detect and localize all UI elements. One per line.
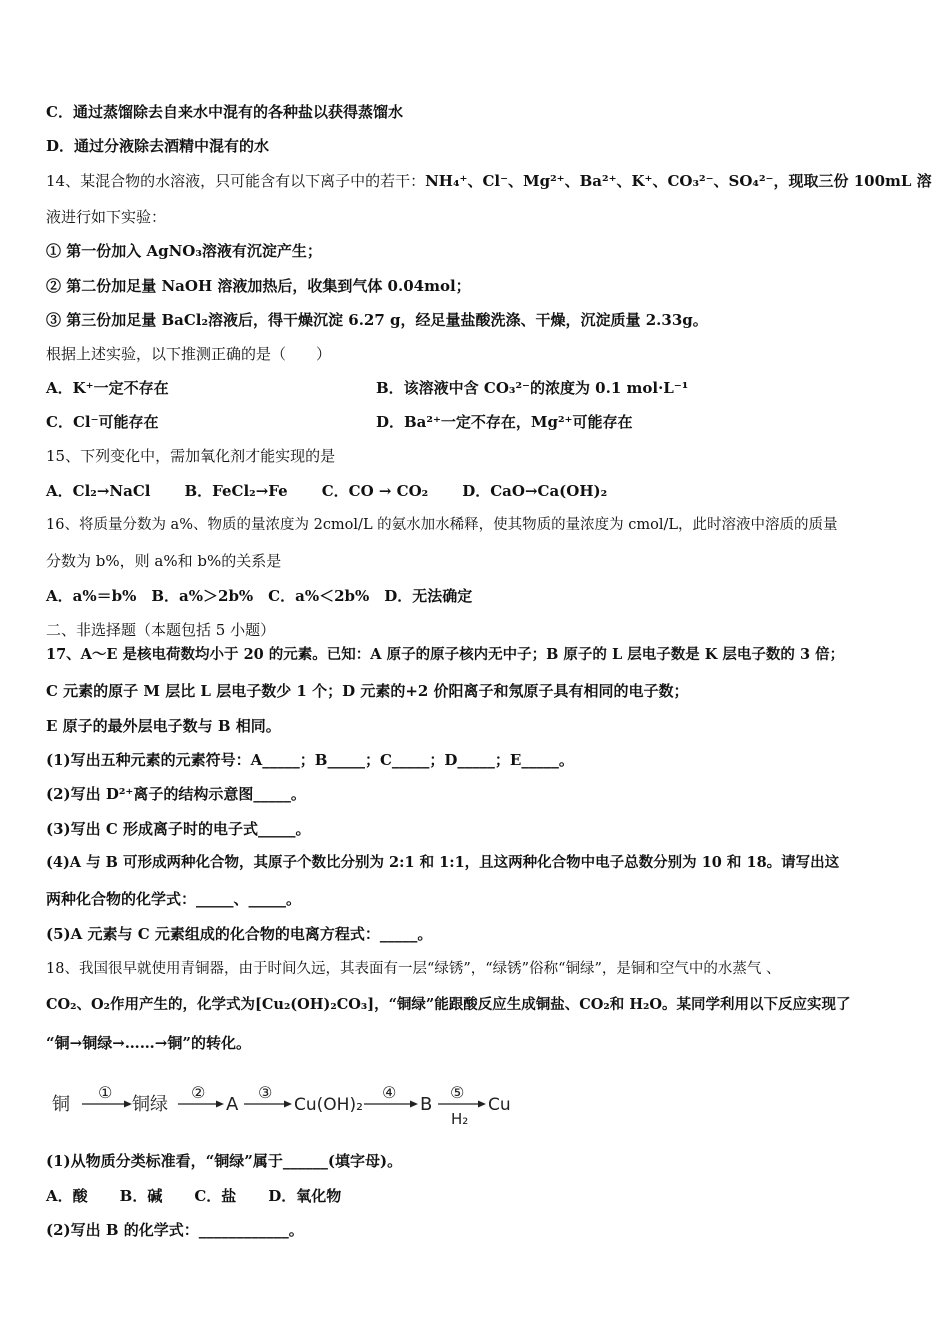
q18-option-b: B．碱 [119, 1187, 163, 1205]
q17-part-2: (2)写出 D²⁺离子的结构示意图_____。 [46, 785, 306, 803]
q15-option-a: A．Cl₂→NaCl [46, 482, 151, 500]
question-15: 15、下列变化中，需加氧化剂才能实现的是 [46, 447, 336, 465]
q14-sample: ，现取三份 100mL 溶 [773, 172, 932, 190]
experiment-1: ① 第一份加入 AgNO₃溶液有沉淀产生； [46, 242, 322, 260]
q18-part-2: (2)写出 B 的化学式：____________。 [46, 1221, 304, 1239]
flow-copper: 铜 [52, 1094, 70, 1115]
q14-option-b: B．该溶液中含 CO₃²⁻的浓度为 0.1 mol·L⁻¹ [376, 379, 689, 397]
q15-option-d: D．CaO→Ca(OH)₂ [462, 482, 608, 500]
question-16-line-1: 16、将质量分数为 a%、物质的量浓度为 2cmol/L 的氨水加水稀释，使其物质的量浓度为 cmol/L，此时溶液中溶质的质量 [46, 517, 838, 533]
q18-option-a: A．酸 [46, 1187, 88, 1205]
q14-option-c: C．Cl⁻可能存在 [46, 413, 159, 431]
question-18-line-3: “铜→铜绿→……→铜”的转化。 [46, 1034, 251, 1052]
flow-step-1: ① [98, 1083, 113, 1102]
question-18-line-2: CO₂、O₂作用产生的，化学式为[Cu₂(OH)₂CO₃]，“铜绿”能跟酸反应生成铜盐、CO₂和 H₂O。某同学利用以下反应实现了 [46, 996, 851, 1013]
flow-arrowhead-5 [478, 1101, 486, 1108]
q18-option-c: C．盐 [194, 1187, 237, 1205]
reaction-flow-diagram [46, 1076, 526, 1132]
q16-options: A．a%＝b% B．a%＞2b% C．a%＜2b% D．无法确定 [46, 587, 473, 605]
q14-ions: NH₄⁺、Cl⁻、Mg²⁺、Ba²⁺、K⁺、CO₃²⁻、SO₄²⁻ [425, 172, 774, 190]
q14-options-row-1 [46, 378, 906, 398]
flow-step-3: ③ [258, 1083, 273, 1102]
experiment-2: ② 第二份加足量 NaOH 溶液加热后，收集到气体 0.04mol； [46, 277, 471, 295]
question-17-line-2: C 元素的原子 M 层比 L 层电子数少 1 个；D 元素的+2 价阳离子和氖原子具有相同的电子数； [46, 682, 689, 700]
q15-options [46, 481, 607, 501]
question-18-line-1: 18、我国很早就使用青铜器，由于时间久远，其表面有一层“绿锈”，“绿锈”俗称“铜绿”，是铜和空气中的水蒸气 、 [46, 961, 781, 977]
flow-step-4: ④ [382, 1083, 397, 1102]
question-17-line-3: E 原子的最外层电子数与 B 相同。 [46, 717, 281, 735]
option-c-line: C．通过蒸馏除去自来水中混有的各种盐以获得蒸馏水 [46, 103, 403, 121]
flow-hydrogen: H₂ [451, 1110, 469, 1128]
q15-option-b: B．FeCl₂→Fe [184, 482, 288, 500]
q14-option-d: D．Ba²⁺一定不存在，Mg²⁺可能存在 [376, 413, 633, 431]
q15-option-c: C．CO → CO₂ [321, 482, 429, 500]
q14-options-row-2 [46, 412, 906, 432]
flow-step-2: ② [191, 1083, 206, 1102]
q17-part-3: (3)写出 C 形成离子时的电子式_____。 [46, 820, 311, 838]
experiment-3: ③ 第三份加足量 BaCl₂溶液后，得干燥沉淀 6.27 g，经足量盐酸洗涤、干燥，沉淀质量 2.33g。 [46, 311, 708, 329]
flow-arrowhead-3 [284, 1101, 292, 1108]
q17-part-4-line-1: (4)A 与 B 可形成两种化合物，其原子个数比分别为 2:1 和 1:1，且这两种化合物中电子总数分别为 10 和 18。请写出这 [46, 854, 840, 871]
q14-intro: 14、某混合物的水溶液，只可能含有以下离子中的若干： [46, 172, 426, 190]
q14-option-a: A．K⁺一定不存在 [46, 379, 169, 397]
flow-copper-final: Cu [488, 1095, 511, 1115]
q17-part-5: (5)A 元素与 C 元素组成的化合物的电离方程式：_____。 [46, 925, 433, 943]
flow-b: B [420, 1094, 433, 1115]
question-16-line-2: 分数为 b%，则 a%和 b%的关系是 [46, 552, 282, 570]
section-2-heading: 二、非选择题（本题包括 5 小题） [46, 621, 276, 639]
q17-part-4-line-2: 两种化合物的化学式：_____、_____。 [46, 890, 302, 908]
q18-part-1: (1)从物质分类标准看，“铜绿”属于______(填字母)。 [46, 1152, 403, 1170]
flow-arrowhead-2 [216, 1101, 224, 1108]
flow-arrowhead-1 [124, 1101, 132, 1108]
flow-step-5: ⑤ [450, 1083, 465, 1102]
question-14-line-1 [46, 171, 932, 191]
flow-arrowhead-4 [410, 1101, 418, 1108]
flow-verdigris: 铜绿 [132, 1094, 168, 1115]
question-17-line-1: 17、A～E 是核电荷数均小于 20 的元素。已知：A 原子的原子核内无中子；B 原子的 L 层电子数是 K 层电子数的 3 倍； [46, 646, 845, 663]
flow-a: A [226, 1094, 239, 1115]
q18-option-d: D．氧化物 [268, 1187, 342, 1205]
option-d-line: D．通过分液除去酒精中混有的水 [46, 137, 270, 155]
question-14-ask: 根据上述实验，以下推测正确的是（ ） [46, 345, 332, 363]
question-14-line-2: 液进行如下实验： [46, 208, 167, 226]
q18-part-1-options [46, 1186, 341, 1206]
q17-part-1: (1)写出五种元素的元素符号：A_____；B_____；C_____；D_____；E_____。 [46, 751, 574, 769]
flow-copper-hydroxide: Cu(OH)₂ [294, 1095, 363, 1115]
